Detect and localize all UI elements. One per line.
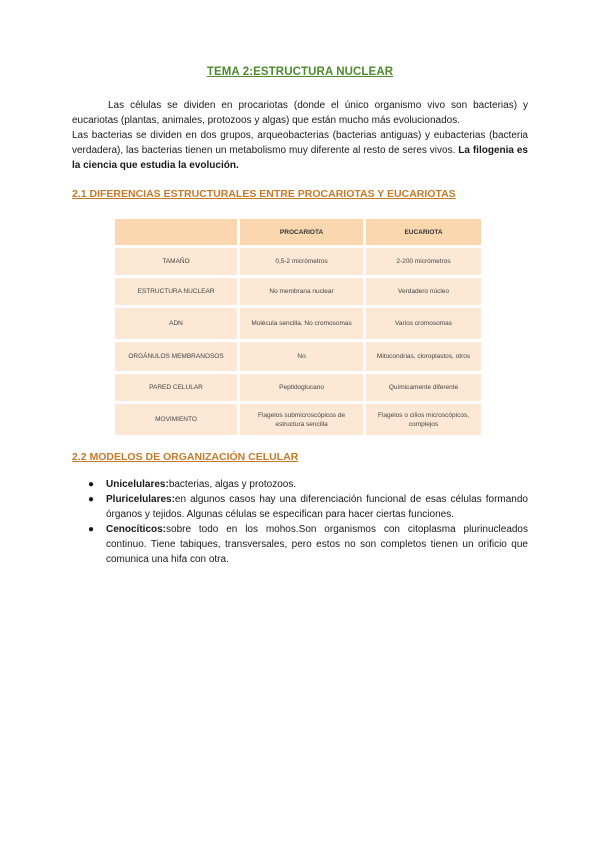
list-item bbox=[72, 492, 528, 522]
table-row-header: ADN bbox=[115, 308, 237, 339]
table-row-header: MOVIMIENTO bbox=[115, 404, 237, 435]
table-header-cell: PROCARIOTA bbox=[240, 219, 363, 245]
table-cell: Flagelos o cilios microscópicos, complejos bbox=[366, 404, 481, 435]
table-row-header: ORGÁNULOS MEMBRANOSOS bbox=[115, 342, 237, 371]
table-row-header: PARED CELULAR bbox=[115, 374, 237, 401]
table-cell: Molécula sencilla. No cromosomas bbox=[240, 308, 363, 339]
list-item-text: bacterias, algas y protozoos. bbox=[168, 479, 297, 490]
table-row bbox=[115, 342, 481, 371]
table-cell: No bbox=[240, 342, 363, 371]
organization-models-list bbox=[72, 477, 528, 567]
table-cell: Verdadero núcleo bbox=[366, 278, 481, 305]
list-item-text: en algunos casos hay una diferenciación funcional de esas células formando órganos y tejidos. Algunas células se especifican para hacer ciertas funciones. bbox=[106, 494, 528, 520]
section-heading-models: 2.2 MODELOS DE ORGANIZACIÓN CELULAR bbox=[72, 451, 299, 463]
table-cell: Químicamente diferente bbox=[366, 374, 481, 401]
table-header-row bbox=[115, 219, 481, 245]
table-row bbox=[115, 374, 481, 401]
list-item-text: sobre todo en los mohos.Son organismos con citoplasma plurinucleados continuo. Tiene tabiques, transversales, pero estos no son completos tienen un orificio que comunica una hifa con otra. bbox=[106, 524, 528, 565]
bullet-icon: ● bbox=[88, 479, 95, 490]
table-row-header: ESTRUCTURA NUCLEAR bbox=[115, 278, 237, 305]
intro-text bbox=[72, 98, 528, 173]
section-heading-differences: 2.1 DIFERENCIAS ESTRUCTURALES ENTRE PROCARIOTAS Y EUCARIOTAS bbox=[72, 188, 456, 200]
intro-paragraph-2 bbox=[72, 128, 528, 173]
table-cell: No membrana nuclear bbox=[240, 278, 363, 305]
table-row bbox=[115, 248, 481, 275]
table-row bbox=[115, 278, 481, 305]
table-cell: Varios cromosomas bbox=[366, 308, 481, 339]
table-row-header: TAMAÑO bbox=[115, 248, 237, 275]
list-item-term: Unicelulares: bbox=[106, 479, 169, 490]
table-cell: Peptidoglucano bbox=[240, 374, 363, 401]
table-header-cell bbox=[115, 219, 237, 245]
page-title: TEMA 2:ESTRUCTURA NUCLEAR bbox=[206, 66, 394, 78]
comparison-table bbox=[112, 216, 484, 438]
table-row bbox=[115, 404, 481, 435]
table-cell: Mitocondrias, cloroplastos, otros bbox=[366, 342, 481, 371]
list-item bbox=[72, 477, 528, 492]
intro-paragraph-2-bold: La filogenia es la ciencia que estudia la evolución. bbox=[72, 145, 528, 171]
bullet-icon: ● bbox=[88, 524, 95, 535]
bullet-icon: ● bbox=[88, 494, 95, 505]
list-item-term: Pluricelulares: bbox=[106, 494, 175, 505]
table-cell: 0,5-2 micrómetros bbox=[240, 248, 363, 275]
list-item-term: Cenocíticos: bbox=[106, 524, 167, 535]
intro-paragraph-2-text: Las bacterias se dividen en dos grupos, arqueobacterias (bacterias antiguas) y eubacterias (bacteria verdadera), las bacterias tienen un metabolismo muy diferente al resto de seres vivos. bbox=[72, 130, 528, 156]
table-cell: Flagelos submicroscópicos de estructura sencilla bbox=[240, 404, 363, 435]
intro-paragraph-1: Las células se dividen en procariotas (donde el único organismo vivo son bacterias) y eucariotas (plantas, animales, protozoos y algas) que están mucho más evolucionados. bbox=[72, 100, 528, 126]
table-row bbox=[115, 308, 481, 339]
table-header-cell: EUCARIOTA bbox=[366, 219, 481, 245]
table-cell: 2-200 micrómetros bbox=[366, 248, 481, 275]
list-item bbox=[72, 522, 528, 567]
